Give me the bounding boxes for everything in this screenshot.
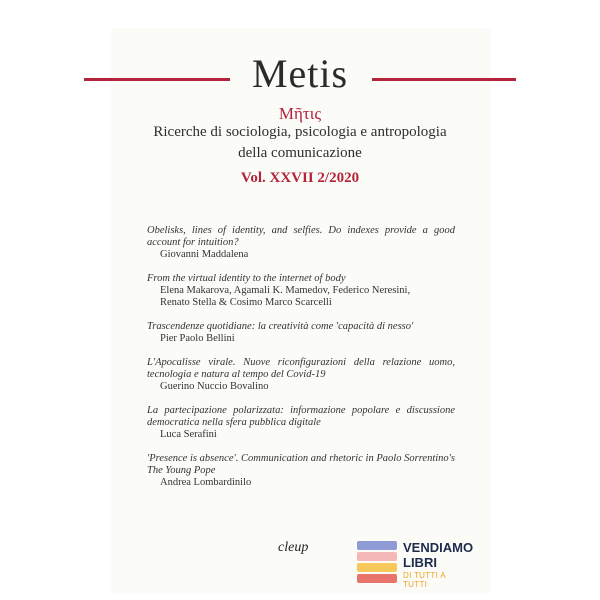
article-authors: Renato Stella & Cosimo Marco Scarcelli [160,297,332,308]
article-title: L'Apocalisse virale. Nuove riconfigurazioni della relazione uomo, tecnologia e natura al tempo del Covid-19 [147,357,455,380]
subtitle-line-1: Ricerche di sociologia, psicologia e antropologia [153,124,447,140]
volume-number: Vol. XXVII 2/2020 [240,170,360,186]
badge-line-1: VENDIAMO [403,540,474,555]
article-title: From the virtual identity to the internet of body [147,273,346,284]
article-title: Trascendenze quotidiane: la creatività come 'capacità di nesso' [147,321,414,332]
toc-item [147,453,455,489]
table-of-contents [147,225,455,501]
greek-title: Μῆτις [278,104,322,123]
article-authors: Pier Paolo Bellini [160,333,235,344]
article-authors: Elena Makarova, Agamali K. Mamedov, Federico Neresini, [160,285,411,296]
vendiamo-libri-badge [357,539,474,589]
subtitle-line-2: della comunicazione [238,145,362,161]
toc-item [147,357,455,393]
publisher-logo: cleup [278,540,309,555]
article-authors: Giovanni Maddalena [160,249,249,260]
article-authors: Luca Serafini [160,429,217,440]
badge-stripe [357,563,397,572]
journal-title: Metis [251,51,349,96]
article-title: 'Presence is absence'. Communication and rhetoric in Paolo Sorrentino's The Young Pope [147,453,455,476]
badge-stripe [357,541,397,550]
article-authors: Guerino Nuccio Bovalino [160,381,269,392]
badge-line-2: LIBRI [403,555,437,570]
article-authors: Andrea Lombardinilo [160,477,252,488]
badge-line-3: DI TUTTI A TUTTI [403,571,446,589]
toc-item [147,405,455,441]
article-title: La partecipazione polarizzata: informazione popolare e discussione democratica nella sfera pubblica digitale [147,405,455,428]
toc-item [147,273,455,309]
toc-item [147,225,455,261]
article-title: Obelisks, lines of identity, and selfies. Do indexes provide a good account for intuition? [147,225,455,248]
badge-stripe [357,552,397,561]
toc-item [147,321,455,345]
badge-stripe [357,574,397,583]
